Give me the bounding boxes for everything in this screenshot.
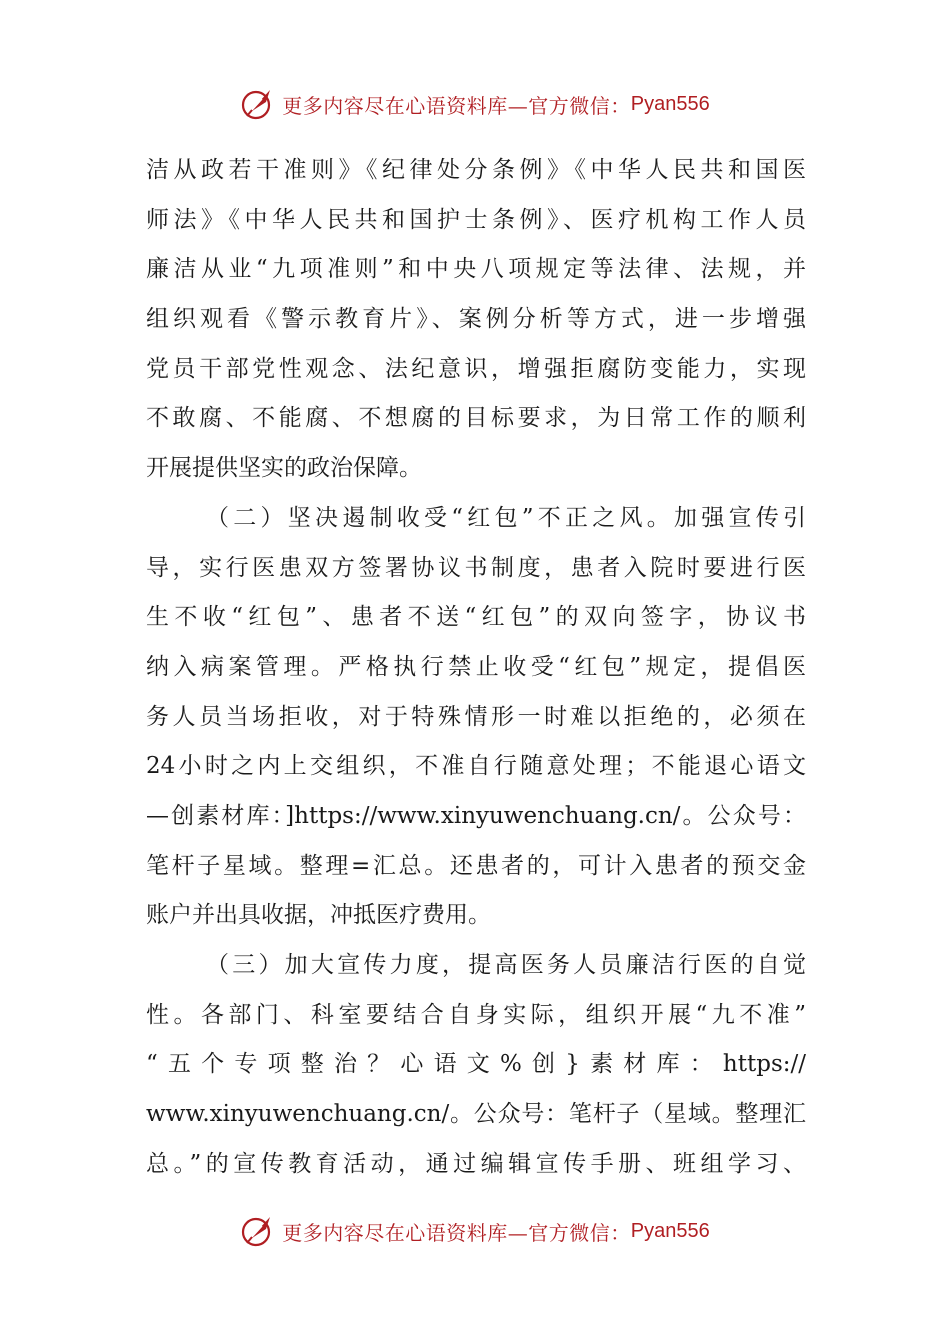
text-line: 开展提供坚实的政治保障。 — [146, 455, 422, 482]
quill-logo-icon — [240, 1213, 276, 1249]
document-body — [146, 146, 806, 1189]
text-line: www.xinyuwenchuang.cn/。公众号：笔杆子（星域。整理汇 — [146, 1101, 806, 1128]
text-line: 生不收“红包”、患者不送“红包”的双向签字，协议书 — [146, 604, 806, 631]
text-line: —创素材库：]https://www.xinyuwenchuang.cn/。公众号： — [146, 802, 806, 829]
text-line: 廉洁从业“九项准则”和中央八项规定等法律、法规，并 — [146, 256, 806, 283]
quill-logo-icon — [240, 86, 276, 122]
footer-banner — [0, 1211, 950, 1251]
header-banner — [0, 84, 950, 124]
text-line: 性。各部门、科室要结合自身实际，组织开展“九不准” — [146, 1001, 806, 1028]
text-line: 组织观看《警示教育片》、案例分析等方式，进一步增强 — [146, 306, 806, 333]
text-line: “五个专项整治？心语文%创}素材库：https:// — [146, 1051, 806, 1078]
text-line: 总。”的宣传教育活动，通过编辑宣传手册、班组学习、 — [146, 1150, 806, 1177]
text-line: 党员干部党性观念、法纪意识，增强拒腐防变能力，实现 — [146, 355, 806, 382]
text-line: 笔杆子星域。整理=汇总。还患者的，可计入患者的预交金 — [146, 852, 806, 879]
text-line: 不敢腐、不能腐、不想腐的目标要求，为日常工作的顺利 — [146, 405, 806, 432]
text-line: 纳入病案管理。严格执行禁止收受“红包”规定，提倡医 — [146, 653, 806, 680]
text-line: 师法》《中华人民共和国护士条例》、医疗机构工作人员 — [146, 206, 806, 233]
text-line: 洁从政若干准则》《纪律处分条例》《中华人民共和国医 — [146, 157, 806, 183]
text-line: （三）加大宣传力度，提高医务人员廉洁行医的自觉 — [206, 952, 806, 978]
text-line: 账户并出具收据，冲抵医疗费用。 — [146, 902, 491, 929]
footer-banner-text: 更多内容尽在心语资料库—官方微信： — [282, 1220, 631, 1245]
header-banner-wechat-id: Pyan556 — [630, 92, 710, 115]
text-line: （二）坚决遏制收受“红包”不正之风。加强宣传引 — [206, 504, 806, 531]
footer-banner-wechat-id: Pyan556 — [630, 1219, 710, 1242]
header-banner-text: 更多内容尽在心语资料库—官方微信： — [282, 93, 631, 118]
text-line: 务人员当场拒收，对于特殊情形一时难以拒绝的，必须在 — [146, 703, 806, 730]
text-line: 导，实行医患双方签署协议书制度，患者入院时要进行医 — [146, 554, 806, 581]
text-line: 24小时之内上交组织，不准自行随意处理；不能退心语文 — [146, 753, 806, 780]
